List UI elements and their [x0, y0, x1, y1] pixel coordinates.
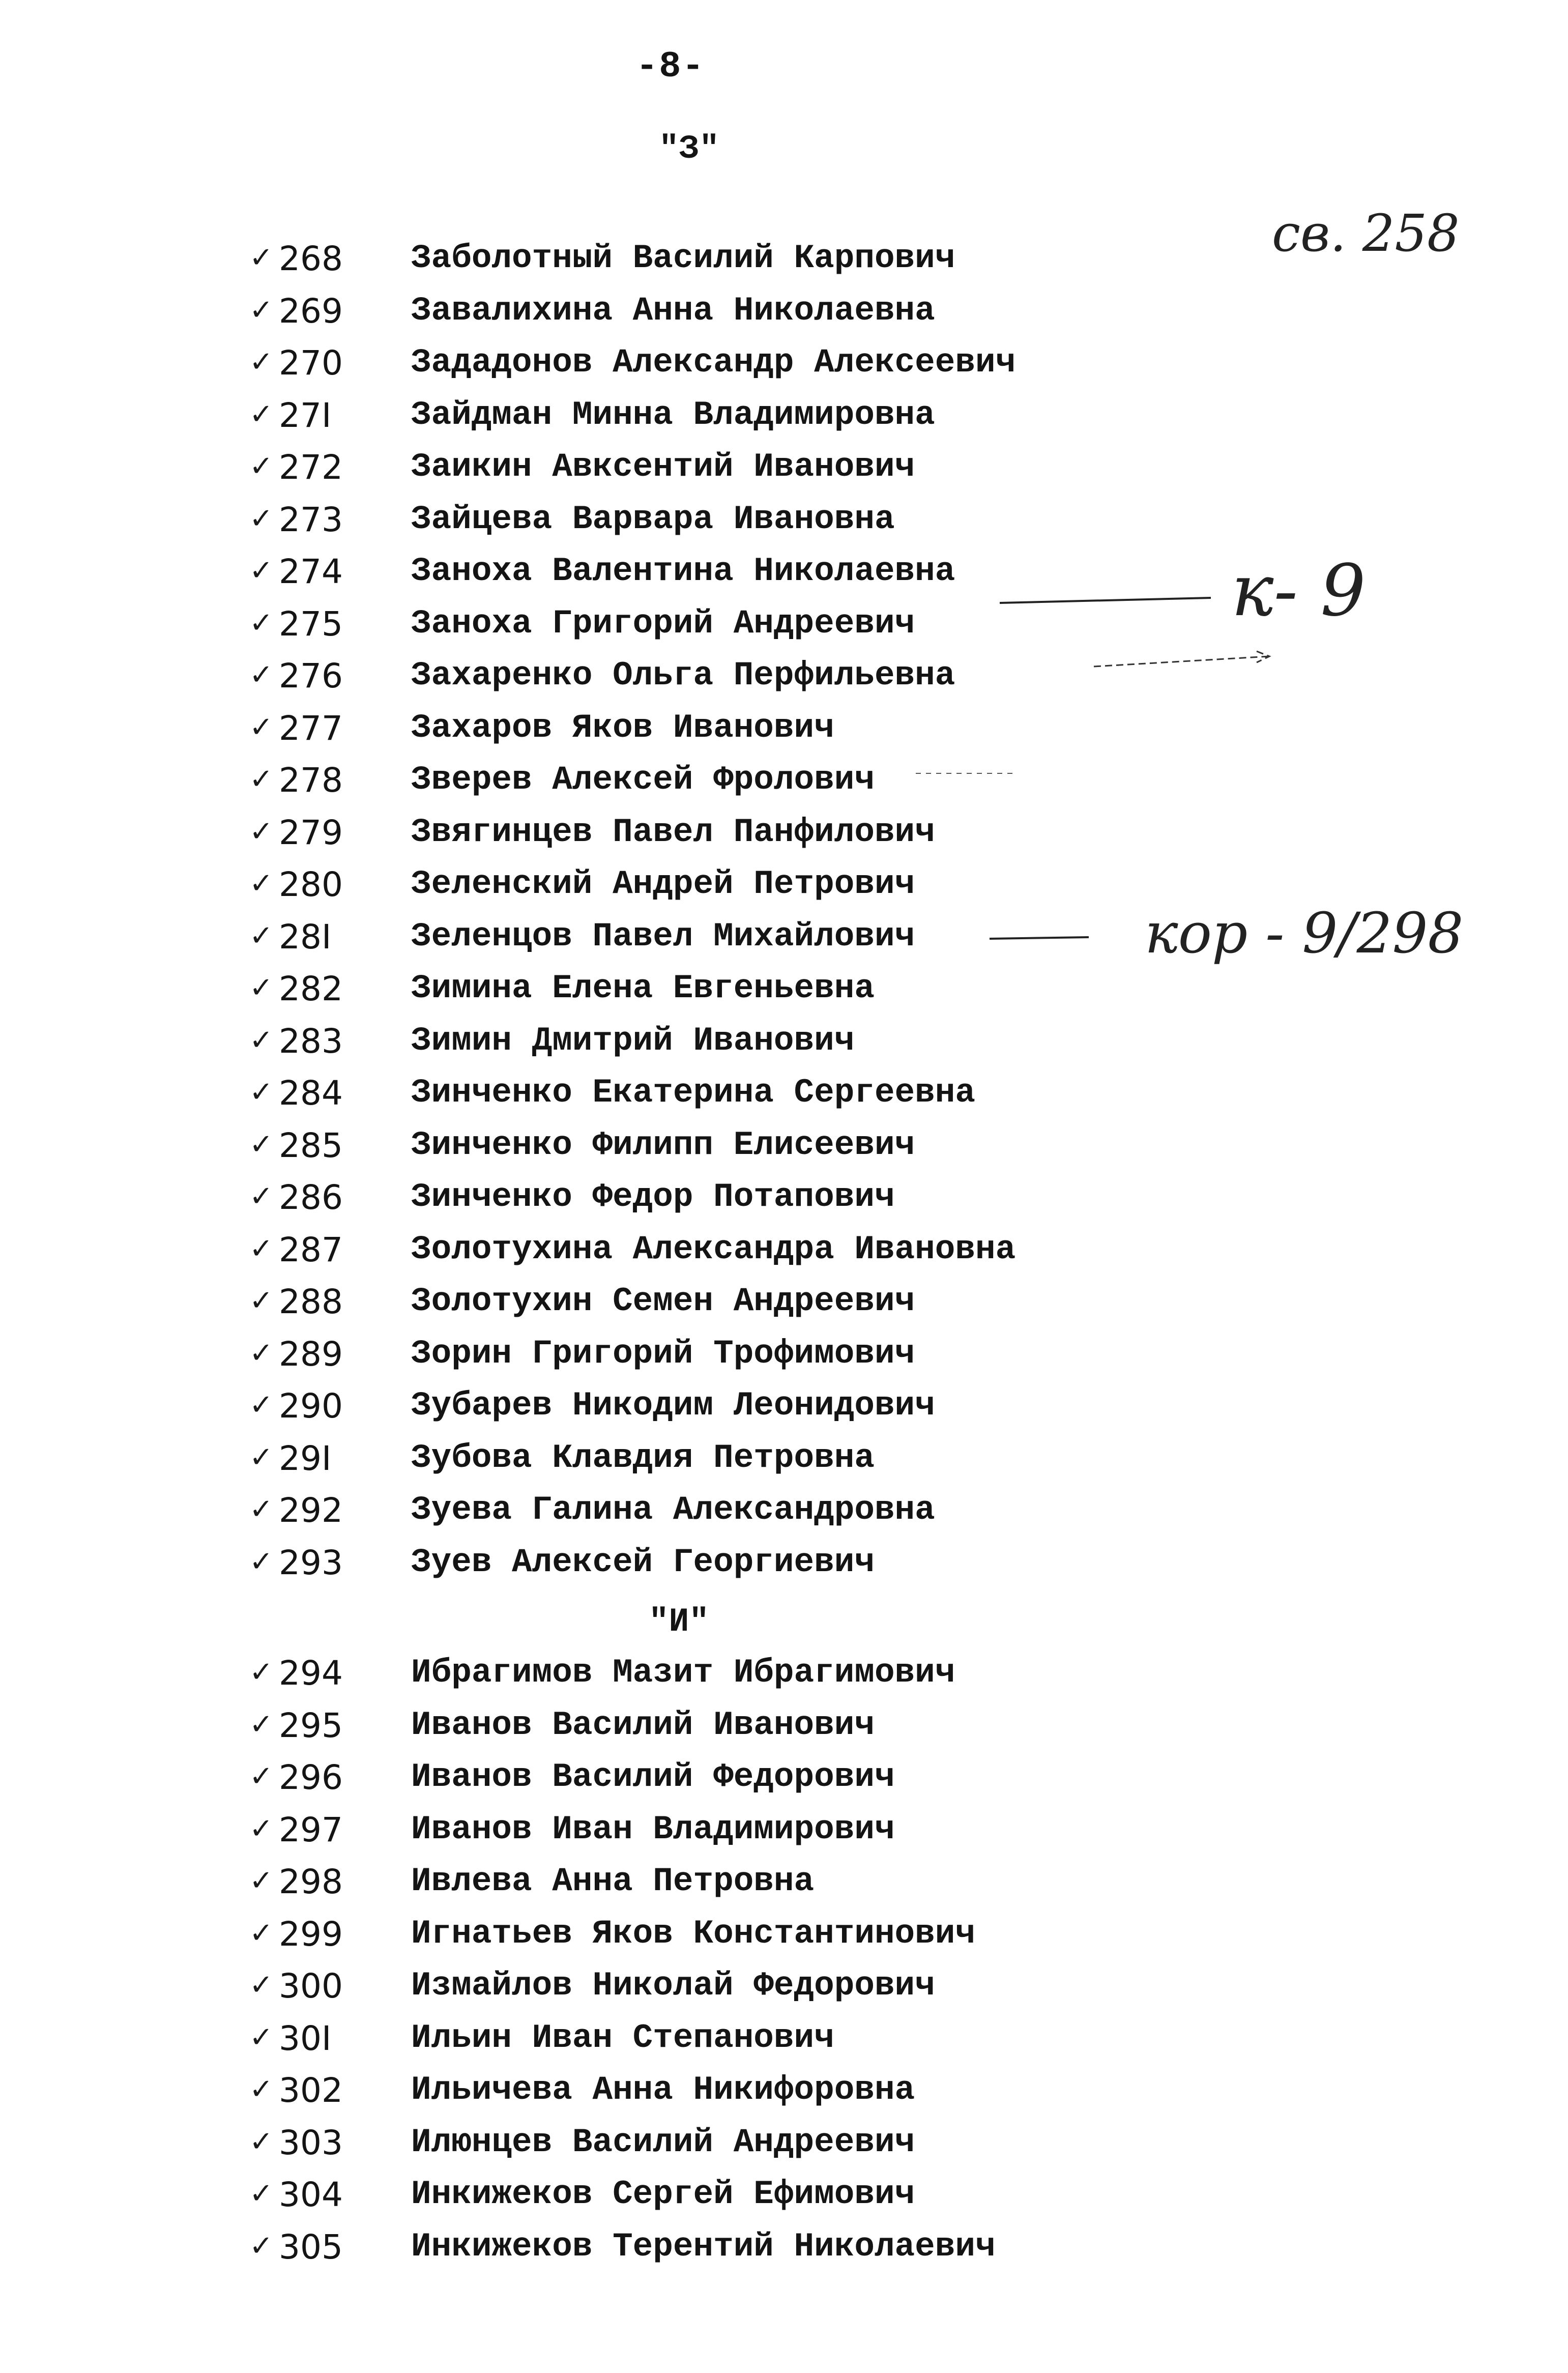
entry-name: Зорин Григорий Трофимович	[411, 1334, 915, 1373]
entry-name: Ильичева Анна Никифоровна	[411, 2071, 915, 2109]
entry-number: 270	[279, 343, 343, 383]
pointer-line-274	[1000, 598, 1211, 603]
entry-name: Зинченко Екатерина Сергеевна	[411, 1074, 975, 1112]
entry-number: 272	[279, 448, 343, 487]
page-number: -8-	[636, 46, 705, 88]
handwritten-note-lower: кор - 9/298	[1145, 901, 1464, 966]
entry-name: Инкижеков Терентий Николаевич	[411, 2227, 996, 2266]
entry-name: Захаренко Ольга Перфильевна	[411, 656, 955, 694]
check-mark-icon: ✓	[249, 1969, 273, 2002]
check-mark-icon: ✓	[249, 1284, 273, 1317]
entry-number: 290	[279, 1386, 343, 1426]
entry-name: Заболотный Василий Карпович	[411, 239, 955, 277]
entry-number: 276	[279, 656, 343, 696]
entry-name: Иванов Василий Федорович	[411, 1758, 895, 1796]
entry-name: Инкижеков Сергей Ефимович	[411, 2175, 915, 2213]
check-mark-icon: ✓	[249, 1440, 273, 1474]
entry-number: 285	[279, 1125, 343, 1165]
entry-name: Иванов Василий Иванович	[411, 1705, 875, 1744]
entry-number: 286	[279, 1178, 343, 1217]
check-mark-icon: ✓	[249, 2229, 273, 2263]
entry-number: 273	[279, 500, 343, 539]
entry-name: Завалихина Анна Николаевна	[411, 291, 935, 330]
check-mark-icon: ✓	[249, 1812, 273, 1845]
check-mark-icon: ✓	[249, 815, 273, 848]
entry-number: 297	[279, 1810, 343, 1849]
check-mark-icon: ✓	[249, 2125, 273, 2158]
entry-name: Зеленцов Павел Михайлович	[411, 917, 915, 956]
entry-name: Заноха Валентина Николаевна	[411, 552, 955, 590]
check-mark-icon: ✓	[249, 2073, 273, 2106]
entry-number: 292	[279, 1491, 343, 1530]
entry-number: 284	[279, 1074, 343, 1113]
section-heading-i: "И"	[649, 1603, 709, 1641]
entry-number: 299	[279, 1914, 343, 1954]
entry-number: 280	[279, 865, 343, 904]
check-mark-icon: ✓	[249, 1656, 273, 1689]
entry-number: 268	[279, 239, 343, 278]
entry-number: 303	[279, 2123, 343, 2162]
pointer-line-281	[990, 937, 1089, 939]
check-mark-icon: ✓	[249, 1180, 273, 1213]
check-mark-icon: ✓	[249, 919, 273, 952]
entry-number: 294	[279, 1654, 343, 1693]
entry-number: 275	[279, 604, 343, 644]
entry-name: Заноха Григорий Андреевич	[411, 604, 915, 643]
entry-name: Зуева Галина Александровна	[411, 1491, 935, 1529]
check-mark-icon: ✓	[249, 1545, 273, 1578]
check-mark-icon: ✓	[249, 450, 273, 483]
entry-number: 304	[279, 2175, 343, 2214]
entry-name: Зайцева Варвара Ивановна	[411, 500, 895, 538]
entry-number: 296	[279, 1758, 343, 1797]
entry-number: 289	[279, 1334, 343, 1374]
check-mark-icon: ✓	[249, 658, 273, 691]
entry-name: Заикин Авксентий Иванович	[411, 448, 915, 486]
entry-name: Зададонов Александр Алексеевич	[411, 343, 1016, 382]
check-mark-icon: ✓	[249, 1708, 273, 1741]
check-mark-icon: ✓	[249, 502, 273, 535]
entry-name: Измайлов Николай Федорович	[411, 1966, 935, 2005]
check-mark-icon: ✓	[249, 1493, 273, 1526]
check-mark-icon: ✓	[249, 1916, 273, 1950]
entry-number: 29I	[279, 1438, 332, 1478]
check-mark-icon: ✓	[249, 2020, 273, 2054]
entry-name: Зубарев Никодим Леонидович	[411, 1386, 935, 1425]
entry-name: Зимина Елена Евгеньевна	[411, 969, 875, 1007]
entry-name: Зверев Алексей Фролович	[411, 761, 875, 799]
entry-name: Иванов Иван Владимирович	[411, 1810, 895, 1848]
entry-name: Зайдман Минна Владимировна	[411, 395, 935, 434]
check-mark-icon: ✓	[249, 1127, 273, 1161]
check-mark-icon: ✓	[249, 293, 273, 327]
entry-name: Илюнцев Василий Андреевич	[411, 2123, 915, 2161]
check-mark-icon: ✓	[249, 867, 273, 900]
handwritten-note-top: св. 258	[1272, 204, 1460, 263]
entry-number: 277	[279, 708, 343, 748]
check-mark-icon: ✓	[249, 1864, 273, 1897]
entry-name: Зубова Клавдия Петровна	[411, 1438, 875, 1477]
check-mark-icon: ✓	[249, 345, 273, 379]
entry-number: 295	[279, 1705, 343, 1745]
check-mark-icon: ✓	[249, 397, 273, 431]
entry-name: Звягинцев Павел Панфилович	[411, 813, 935, 851]
check-mark-icon: ✓	[249, 241, 273, 274]
entry-number: 305	[279, 2227, 343, 2267]
entry-number: 30I	[279, 2018, 332, 2058]
check-mark-icon: ✓	[249, 2177, 273, 2210]
entry-name: Золотухина Александра Ивановна	[411, 1230, 1016, 1268]
entry-name: Зинченко Федор Потапович	[411, 1178, 895, 1216]
check-mark-icon: ✓	[249, 710, 273, 744]
entry-name: Ибрагимов Мазит Ибрагимович	[411, 1654, 955, 1692]
check-mark-icon: ✓	[249, 606, 273, 640]
check-mark-icon: ✓	[249, 1023, 273, 1057]
entry-name: Золотухин Семен Андреевич	[411, 1282, 915, 1320]
entry-number: 288	[279, 1282, 343, 1321]
entry-number: 274	[279, 552, 343, 591]
section-heading-z: "З"	[659, 130, 719, 168]
arrow-line-276	[1094, 651, 1269, 667]
entry-number: 298	[279, 1862, 343, 1901]
entry-number: 293	[279, 1543, 343, 1582]
check-mark-icon: ✓	[249, 554, 273, 587]
entry-name: Игнатьев Яков Константинович	[411, 1914, 975, 1953]
entry-name: Зимин Дмитрий Иванович	[411, 1021, 855, 1060]
entry-number: 27I	[279, 395, 332, 435]
entry-name: Зуев Алексей Георгиевич	[411, 1543, 875, 1581]
check-mark-icon: ✓	[249, 971, 273, 1004]
entry-number: 28I	[279, 917, 332, 957]
check-mark-icon: ✓	[249, 1388, 273, 1422]
check-mark-icon: ✓	[249, 1760, 273, 1793]
check-mark-icon: ✓	[249, 1076, 273, 1109]
entry-name: Зинченко Филипп Елисеевич	[411, 1125, 915, 1164]
entry-number: 279	[279, 813, 343, 852]
check-mark-icon: ✓	[249, 1232, 273, 1265]
entry-number: 283	[279, 1021, 343, 1061]
entry-name: Зеленский Андрей Петрович	[411, 865, 915, 903]
entry-name: Ивлева Анна Петровна	[411, 1862, 815, 1900]
handwritten-note-middle: к- 9	[1231, 549, 1366, 632]
entry-number: 269	[279, 291, 343, 331]
entry-number: 282	[279, 969, 343, 1008]
check-mark-icon: ✓	[249, 763, 273, 796]
entry-number: 287	[279, 1230, 343, 1269]
entry-number: 278	[279, 761, 343, 800]
entry-number: 302	[279, 2071, 343, 2110]
entry-name: Ильин Иван Степанович	[411, 2018, 834, 2057]
entry-name: Захаров Яков Иванович	[411, 708, 834, 747]
entry-number: 300	[279, 1966, 343, 2006]
check-mark-icon: ✓	[249, 1336, 273, 1370]
